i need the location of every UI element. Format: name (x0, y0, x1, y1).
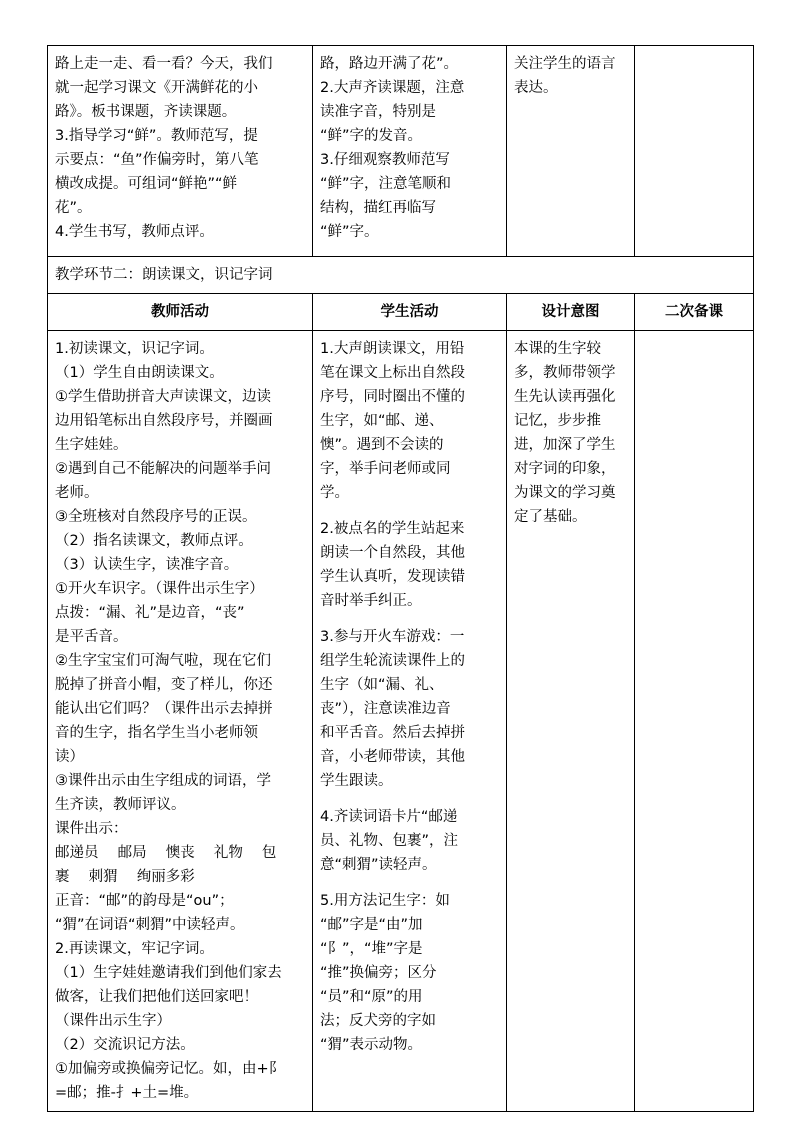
text-line: 结构，描红再临写 (320, 200, 436, 216)
text-line: ①加偏旁或换偏旁记忆。如，由+阝 (55, 1061, 284, 1077)
text-line: 生字（如“漏、礼、 (320, 677, 444, 693)
text-line: 懊”。遇到不会读的 (320, 437, 444, 453)
text-line: （2）交流识记方法。 (55, 1037, 195, 1053)
header-row (48, 294, 754, 331)
text-line: 3.指导学习“鲜”。教师范写，提 (55, 128, 258, 144)
text-line: 裹 刺猬 绚丽多彩 (55, 869, 195, 885)
text-line: （3）认读生字，读准字音。 (55, 557, 239, 573)
text-line: 做客，让我们把他们送回家吧！ (55, 989, 258, 1005)
text-line: ①学生借助拼音大声读课文，边读 (55, 389, 271, 405)
text-line: 表达。 (514, 80, 558, 96)
text-line: 法；反犬旁的字如 (320, 1013, 436, 1029)
text-line: 花”。 (55, 200, 92, 216)
text-line: 正音：“邮”的韵母是“ou”； (55, 893, 234, 909)
text-line: 丧”），注意读准边音 (320, 701, 451, 717)
text-line: 3.仔细观察教师范写 (320, 152, 450, 168)
text-line: =邮；推-扌+土=堆。 (55, 1085, 199, 1101)
text-line: （课件出示生字） (55, 1013, 171, 1029)
student-step (320, 625, 499, 793)
text-line: 音时举手纠正。 (320, 593, 422, 609)
text-line: 学生认真听，发现读错 (320, 569, 465, 585)
text-line: 音的生字，指名学生当小老师领 (55, 725, 258, 741)
text-line: 路，路边开满了花”。 (320, 56, 459, 72)
section-title: 教学环节二：朗读课文，识记字词 (48, 257, 754, 294)
text-line: “推”换偏旁；区分 (320, 965, 437, 981)
text-line: “鲜”字的发音。 (320, 128, 423, 144)
text-line: “鲜”字。 (320, 224, 379, 240)
text-line: 5.用方法记生字：如 (320, 893, 450, 909)
text-line: 音，小老师带读，其他 (320, 749, 465, 765)
text-line: （1）学生自由朗读课文。 (55, 365, 224, 381)
text-line: “员”和“原”的用 (320, 989, 423, 1005)
header-design-intent: 设计意图 (507, 294, 635, 331)
text-line: 笔在课文上标出自然段 (320, 365, 465, 381)
text-line: 和平舌音。然后去掉拼 (320, 725, 465, 741)
text-line: 为课文的学习奠 (514, 485, 616, 501)
text-line: 邮递员 邮局 懊丧 礼物 包 (55, 845, 277, 861)
text-line: 1.大声朗读课文，用铅 (320, 341, 465, 357)
text-line: 边用铅笔标出自然段序号，并圈画 (55, 413, 273, 429)
student-step (320, 337, 499, 505)
text-line: ③全班核对自然段序号的正误。 (55, 509, 257, 525)
text-line: （2）指名读课文，教师点评。 (55, 533, 253, 549)
spacer (320, 505, 499, 517)
text-line: 本课的生字较 (514, 341, 601, 357)
text-line: 能认出它们吗？（课件出示去掉拼 (55, 701, 273, 717)
text-line: 学。 (320, 485, 349, 501)
header-second-prep: 二次备课 (635, 294, 754, 331)
text-line: “邮”字是“由”加 (320, 917, 423, 933)
text-line: 路》。板书课题，齐读课题。 (55, 104, 237, 120)
text-line: 朗读一个自然段，其他 (320, 545, 465, 561)
text-line: 是平舌音。 (55, 629, 128, 645)
text-line: 对字词的印象， (514, 461, 616, 477)
text-line: 3.参与开火车游戏：一 (320, 629, 465, 645)
text-line: 记忆，步步推 (514, 413, 601, 429)
text-line: 老师。 (55, 485, 99, 501)
text-line: 学生跟读。 (320, 773, 393, 789)
text-line: “猬”表示动物。 (320, 1037, 423, 1053)
design-intent-cell (507, 331, 635, 1112)
spacer (320, 793, 499, 805)
text-line: 就一起学习课文《开满鲜花的小 (55, 80, 258, 96)
text-line: 点拨：“漏、礼”是边音，“丧” (55, 605, 245, 621)
table-row (48, 331, 754, 1112)
text-line: 员、礼物、包裹”，注 (320, 833, 459, 849)
student-activity-cell (313, 46, 507, 257)
text-line: 示要点：“鱼”作偏旁时，第八笔 (55, 152, 259, 168)
teacher-activity-cell (48, 331, 313, 1112)
text-line: 生字，如“邮、递、 (320, 413, 444, 429)
teacher-activity-cell (48, 46, 313, 257)
student-step (320, 889, 499, 1057)
text-line: 字，举手问老师或同 (320, 461, 451, 477)
text-line: 课件出示： (55, 821, 128, 837)
second-prep-cell (635, 46, 754, 257)
student-activity-cell (313, 331, 507, 1112)
text-line: ②生字宝宝们可淘气啦，现在它们 (55, 653, 271, 669)
text-line: 意“刺猬”读轻声。 (320, 857, 437, 873)
text-line: 2.被点名的学生站起来 (320, 521, 465, 537)
design-intent-cell (507, 46, 635, 257)
second-prep-cell (635, 331, 754, 1112)
table-row (48, 46, 754, 257)
spacer (320, 877, 499, 889)
text-line: 脱掉了拼音小帽，变了样儿，你还 (55, 677, 273, 693)
text-line: 关注学生的语言 (514, 56, 616, 72)
lesson-plan-table (47, 45, 754, 1112)
header-teacher-activity: 教师活动 (48, 294, 313, 331)
text-line: 横改成提。可组词“鲜艳”“鲜 (55, 176, 238, 192)
student-step (320, 805, 499, 877)
text-line: 序号，同时圈出不懂的 (320, 389, 465, 405)
text-line: “鲜”字，注意笔顺和 (320, 176, 452, 192)
spacer (320, 613, 499, 625)
text-line: ③课件出示由生字组成的词语，学 (55, 773, 271, 789)
text-line: 路上走一走、看一看？今天，我们 (55, 56, 273, 72)
text-line: 4.学生书写，教师点评。 (55, 224, 214, 240)
text-line: 组学生轮流读课件上的 (320, 653, 465, 669)
text-line: 2.再读课文，牢记字词。 (55, 941, 214, 957)
header-student-activity: 学生活动 (313, 294, 507, 331)
text-line: 4.齐读词语卡片“邮递 (320, 809, 458, 825)
text-line: 2.大声齐读课题，注意 (320, 80, 465, 96)
student-step (320, 517, 499, 613)
text-line: ②遇到自己不能解决的问题举手问 (55, 461, 271, 477)
text-line: 进，加深了学生 (514, 437, 616, 453)
text-line: 生齐读，教师评议。 (55, 797, 186, 813)
text-line: 1.初读课文，识记字词。 (55, 341, 214, 357)
text-line: 读准字音，特别是 (320, 104, 436, 120)
text-line: “猬”在词语“刺猬”中读轻声。 (55, 917, 245, 933)
text-line: （1）生字娃娃邀请我们到他们家去 (55, 965, 282, 981)
text-line: ①开火车识字。（课件出示生字） (55, 581, 264, 597)
text-line: “阝”，“堆”字是 (320, 941, 423, 957)
text-line: 生字娃娃。 (55, 437, 128, 453)
text-line: 生先认读再强化 (514, 389, 616, 405)
text-line: 定了基础。 (514, 509, 587, 525)
text-line: 读） (55, 749, 84, 765)
text-line: 多，教师带领学 (514, 365, 616, 381)
section-row (48, 257, 754, 294)
